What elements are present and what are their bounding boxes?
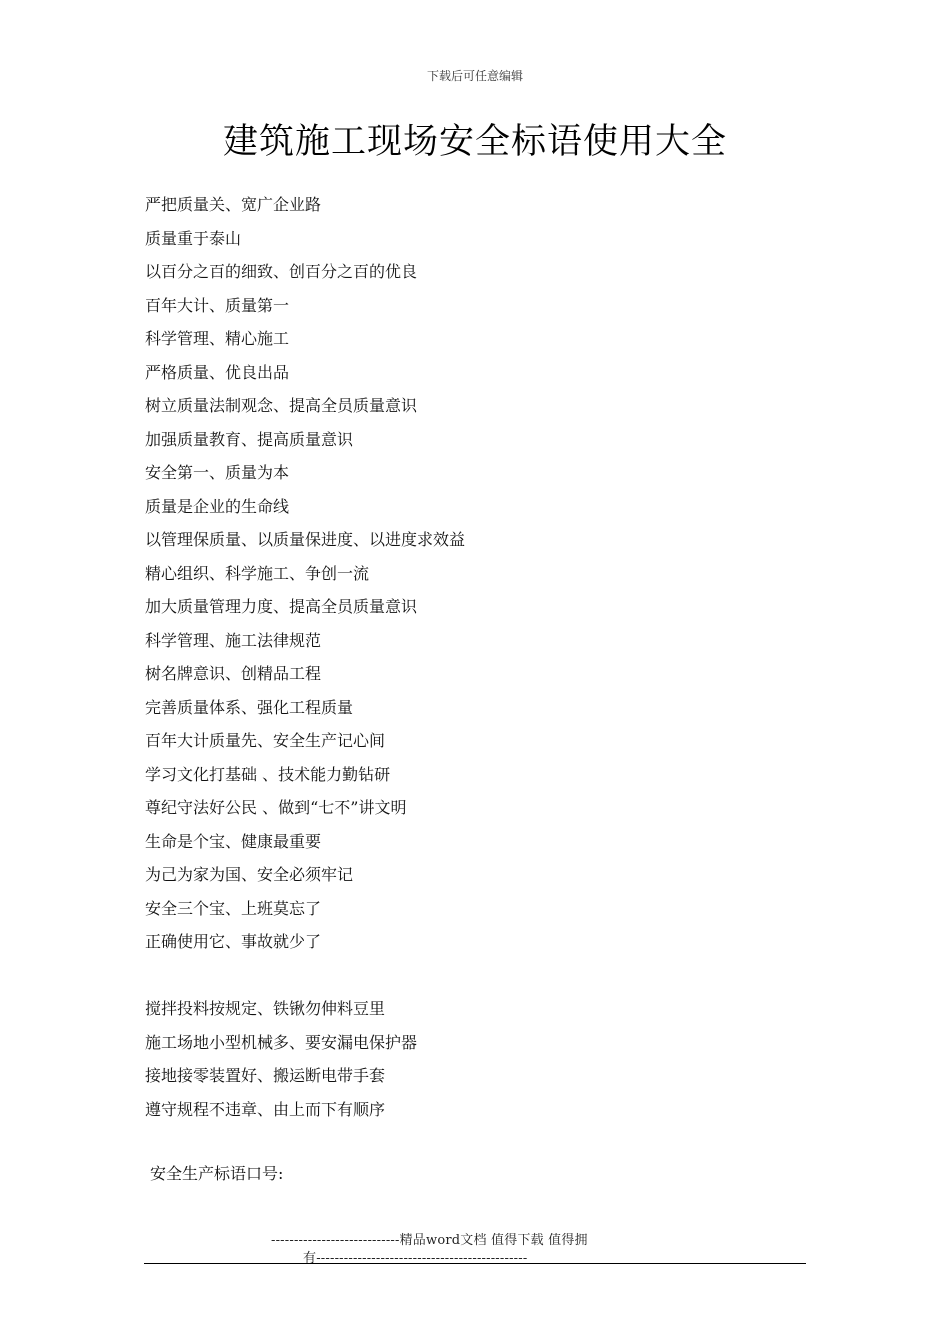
slogan-item: 质量是企业的生命线 [145,496,290,516]
slogan-item: 接地接零装置好、搬运断电带手套 [145,1066,386,1085]
slogan-item: 精心组织、科学施工、争创一流 [145,563,370,583]
slogan-item: 正确使用它、事故就少了 [145,932,322,951]
slogan-item: 搅拌投料按规定、铁锹勿伸料豆里 [145,999,386,1018]
slogan-item: 安全第一、质量为本 [145,463,290,482]
slogan-item: 加大质量管理力度、提高全员质量意识 [145,597,418,616]
slogan-list [145,192,465,1130]
slogan-item: 树名牌意识、创精品工程 [145,664,322,683]
slogan-item: 尊纪守法好公民 、做到“七不”讲文明 [145,798,407,817]
footer-text-continued: 有---------------------------------------------- [303,1251,528,1266]
slogan-item: 加强质量教育、提高质量意识 [145,429,354,449]
slogan-item: 遵守规程不违章、由上而下有顺序 [145,1099,386,1119]
footer-divider [144,1263,806,1264]
footer-text: ----------------------------精品word文档 值得下载 值得拥 [271,1233,588,1248]
header-note: 下载后可任意编辑 [426,69,523,83]
document-title: 建筑施工现场安全标语使用大全 [222,122,727,162]
slogan-item: 生命是个宝、健康最重要 [145,831,322,851]
slogan-item: 树立质量法制观念、提高全员质量意识 [145,396,418,415]
slogan-item: 百年大计、质量第一 [145,295,290,315]
section-heading: 安全生产标语口号: [150,1164,284,1183]
slogan-item: 以管理保质量、以质量保进度、以进度求效益 [145,530,466,549]
slogan-item: 学习文化打基础 、技术能力勤钻研 [145,764,391,784]
slogan-item: 安全三个宝、上班莫忘了 [145,898,322,918]
slogan-item: 严把质量关、宽广企业路 [145,195,322,214]
slogan-item: 质量重于泰山 [145,228,242,248]
slogan-item: 科学管理、精心施工 [145,329,290,348]
slogan-item: 为己为家为国、安全必须牢记 [145,865,354,884]
slogan-item: 以百分之百的细致、创百分之百的优良 [145,262,418,281]
slogan-item: 完善质量体系、强化工程质量 [145,697,354,717]
slogan-item: 科学管理、施工法律规范 [145,630,322,650]
slogan-item: 施工场地小型机械多、要安漏电保护器 [145,1032,418,1052]
slogan-item: 严格质量、优良出品 [145,362,290,382]
slogan-item: 百年大计质量先、安全生产记心间 [145,731,386,750]
blank-line [145,963,465,997]
